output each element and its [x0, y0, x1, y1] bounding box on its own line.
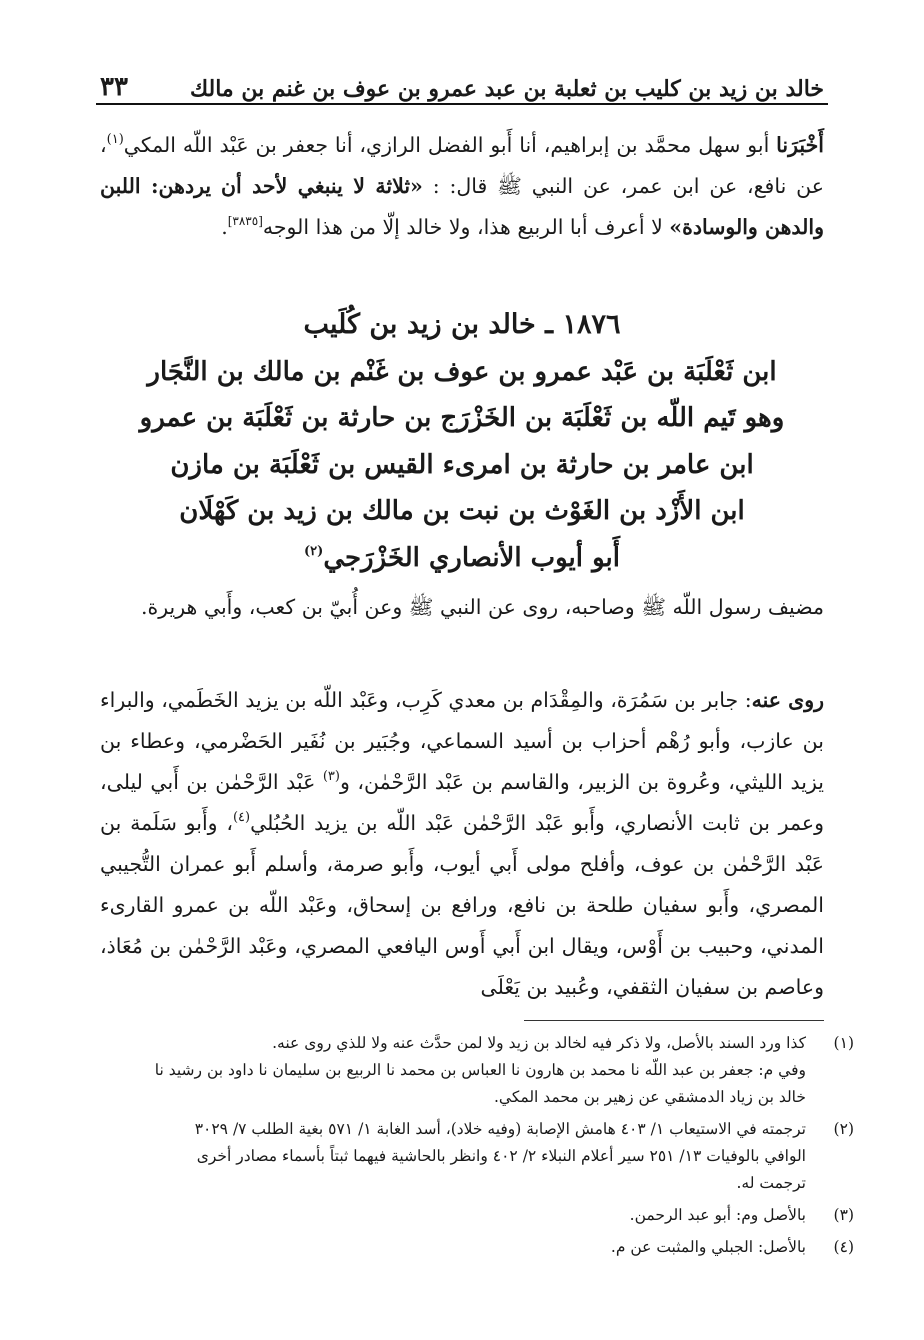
- narrators-paragraph: [100, 680, 824, 1008]
- footnote-ref-1: (١): [106, 132, 124, 147]
- lineage-line-3: وهو تَيم اللّه بن ثَعْلَبَة بن الخَزْرَج بن حارثة بن ثَعْلَبَة بن عمرو: [139, 403, 785, 433]
- lead-word: أَخْبَرَنا: [776, 133, 824, 157]
- footnote-line: الوافي بالوفيات ١٣/ ٢٥١ سير أعلام النبلاء ٢/ ٤٠٢ وانظر بالحاشية فيهما ثبتاً بأسماء مصادر أخرى: [196, 1147, 806, 1165]
- footnote-number: (٤): [833, 1238, 854, 1256]
- footnote-3: [110, 1202, 854, 1229]
- comment-line-3: لا أعرف أبا الربيع هذا، ولا خالد إلّا من هذا: [315, 215, 670, 239]
- narrators-lead: روى عنه: [751, 688, 825, 712]
- header-rule: [96, 103, 828, 105]
- narrators-part-2: عَبْد الرَّحْمٰن بن أَبي ليلى، وعمر بن ثابت الأنصاري، وأَبو عَبْد الرَّحْمٰن عَبْد اللّه بن يزيد الحُبُلي: [100, 770, 824, 835]
- footnote-1: [110, 1030, 854, 1111]
- footnote-4: [110, 1234, 854, 1261]
- comment-line-4-end: .: [221, 215, 228, 239]
- lineage-line-5: ابن الأَزْد بن الغَوْث بن نبت بن مالك بن زيد بن كَهْلَان: [179, 496, 745, 526]
- footnote-number: (١): [833, 1034, 854, 1052]
- hadith-ref-number: [٣٨٣٥]: [227, 214, 263, 228]
- narrators-part-1: : جابر بن سَمُرَة، والمِقْدَام بن معدي كَرِب، وعَبْد اللّه بن يزيد الخَطَمي، والبراء بن عازب، وأبو رُهْم أحزاب بن أسيد السماعي، وجُبَير بن نُفَير الحَضْرمي، وعطاء بن يزيد الليثي، وعُروة بن الزبير، والقاسم بن عَبْد الرَّحْمٰن، و: [100, 688, 824, 794]
- footnote-line: ترجمت له.: [736, 1174, 806, 1192]
- page-number: ٣٣: [100, 72, 128, 102]
- isnad-line-1: أبو سهل محمَّد بن إبراهيم، أنا أَبو الفضل الرازي، أنا جعفر بن عَبْد اللّه: [182, 133, 777, 157]
- footnote-2: [110, 1116, 854, 1197]
- entry-heading: [100, 302, 824, 581]
- footnote-ref-2: (٢): [304, 543, 324, 559]
- hadith-quote-b: يردهن: اللبن والدهن والوسادة»: [100, 174, 824, 239]
- lineage-line-2: ابن ثَعْلَبَة بن عَبْد عمرو بن عوف بن غَنْم بن مالك بن النَّجَار: [147, 356, 777, 387]
- lineage-line-4: ابن عامر بن حارثة بن امرىء القيس بن ثَعْلَبَة بن مازن: [170, 449, 754, 480]
- isnad-line-2a: المكي: [123, 133, 176, 157]
- footnote-ref-4: (٤): [232, 810, 251, 825]
- isnad-line-2b: ، عن نافع، عن ابن عمر، عن النبي ﷺ قال: :: [100, 133, 824, 198]
- footnote-line: وفي م: جعفر بن عبد اللّه نا محمد بن هارون نا العباس بن محمد نا الربيع بن سليمان نا داود بن رشيد نا: [154, 1061, 806, 1079]
- narrators-part-3: ، وأَبو سَلَمة بن عَبْد الرَّحْمٰن بن عوف، وأفلح مولى أَبي أيوب، وأَبو صرمة، وأسلم أَبو عمران التُّجيبي المصري، وأَبو سفيان طلحة بن نافع، ورافع بن إسحاق، وعَبْد اللّه بن عمرو القارىء المدني، وحبيب بن أَوْس، ويقال ابن أَبي أَوس اليافعي المصري، وعَبْد الرَّحْمٰن بن مُعَاذ، وعاصم بن سفيان الثقفي، وعُبيد بن يَعْلَى: [100, 811, 824, 999]
- comment-line-4: الوجه: [262, 215, 310, 239]
- running-title: خالد بن زيد بن كليب بن ثعلبة بن عبد عمرو بن عوف بن غنم بن مالك: [189, 76, 824, 102]
- footnote-line: بالأصل وم: أبو عبد الرحمن.: [629, 1206, 806, 1224]
- kunya-text: أَبو أيوب الأنصاري الخَزْرَجي: [323, 542, 620, 573]
- hadith-quote-a: «ثلاثة لا ينبغي لأحد أن: [220, 174, 423, 198]
- hadith-paragraph: [100, 125, 824, 248]
- footnote-number: (٣): [833, 1206, 854, 1224]
- kunya-line: [100, 535, 824, 582]
- footnote-ref-3: (٣): [322, 769, 340, 784]
- footnote-line: خالد بن زياد الدمشقي عن زهير بن محمد المكي.: [493, 1088, 806, 1106]
- footnotes: [110, 1030, 854, 1266]
- footnote-line: كذا ورد السند بالأصل، ولا ذكر فيه لخالد بن زيد ولا لمن حدَّث عنه ولا للذي روى عنه.: [272, 1034, 806, 1052]
- bio-text: مضيف رسول اللّه ﷺ وصاحبه، روى عن النبي ﷺ وعن أُبيّ بن كعب، وأَبي هريرة.: [140, 595, 824, 619]
- entry-title: ١٨٧٦ ـ خالد بن زيد بن كُلَيب: [303, 309, 621, 340]
- footnote-line: ترجمته في الاستيعاب ١/ ٤٠٣ هامش الإصابة (وفيه خلاد)، أسد الغابة ١/ ٥٧١ بغية الطلب ٧/ ٣٠٢٩: [194, 1120, 806, 1138]
- footnote-number: (٢): [833, 1120, 854, 1138]
- bio-paragraph: [100, 587, 824, 628]
- footnote-separator: [524, 1020, 824, 1021]
- running-header: [100, 58, 824, 102]
- footnote-line: بالأصل: الجبلي والمثبت عن م.: [610, 1238, 806, 1256]
